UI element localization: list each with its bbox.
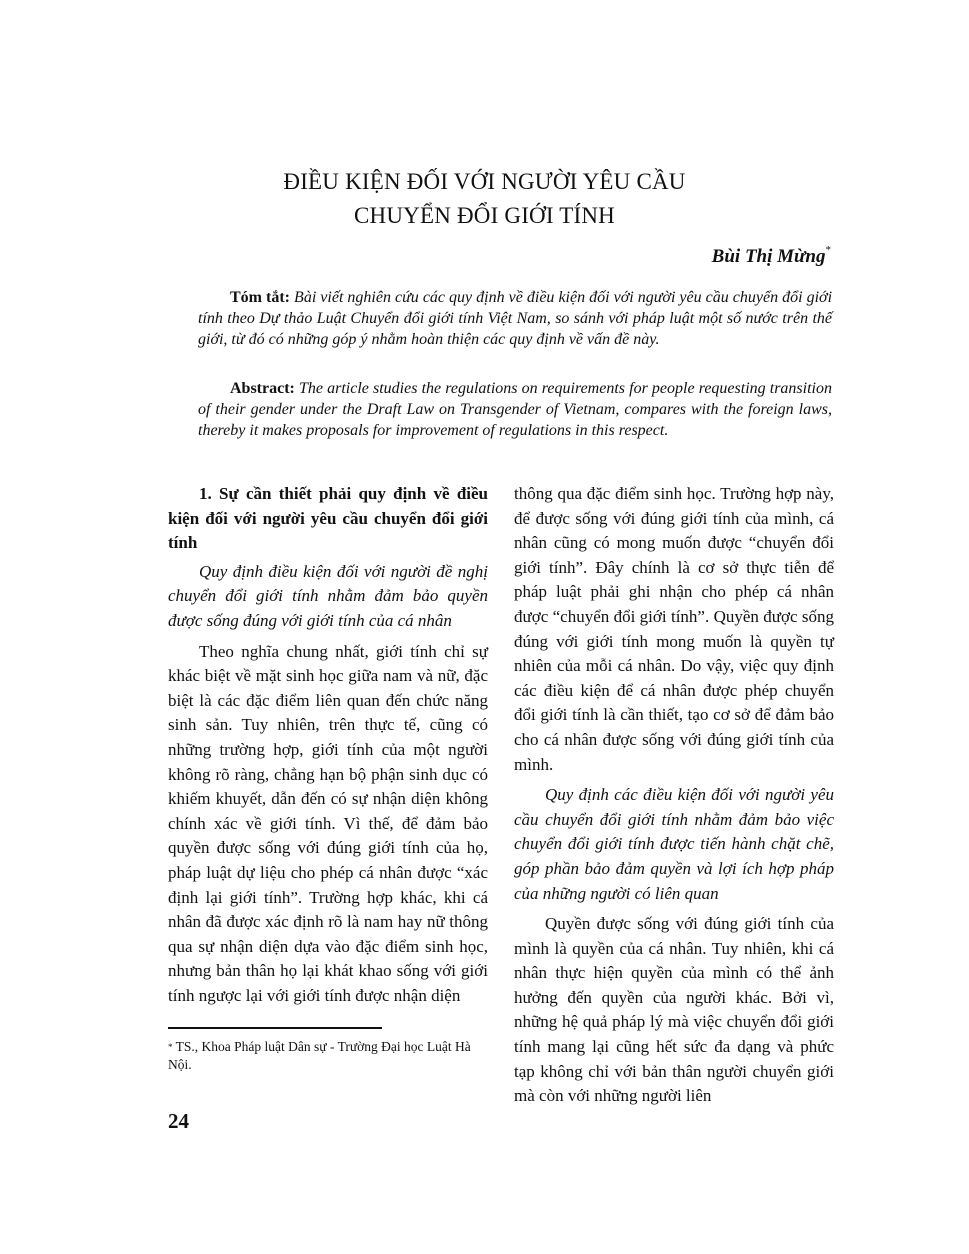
abstract-en-text: The article studies the regulations on requirements for people requesting transition of their gender under the Draft Law on Transgender of Vietnam, compares with the foreign laws, thereby it makes proposals for improvement of regulations in this respect. bbox=[198, 380, 832, 439]
right-paragraph-1: thông qua đặc điểm sinh học. Trường hợp này, để được sống với đúng giới tính của mình, cá nhân cũng có mong muốn được “chuyển đổi giới tính”. Đây chính là cơ sở thực tiễn để pháp luật phải ghi nhận cho phép cá nhân được “chuyển đổi giới tính”. Quyền được sống đúng với giới tính mong muốn là quyền tự nhiên của mỗi cá nhân. Do vậy, việc quy định các điều kiện để cá nhân được phép chuyển đổi giới tính là cần thiết, tạo cơ sở để đảm bảo cho cá nhân được sống với đúng giới tính của mình. bbox=[514, 484, 834, 774]
abstract-vi-label: Tóm tắt: bbox=[230, 289, 291, 306]
left-paragraph: Theo nghĩa chung nhất, giới tính chỉ sự khác biệt về mặt sinh học giữa nam và nữ, đặc biệt là các đặc điểm liên quan đến chức năng sinh sản. Tuy nhiên, trên thực tế, cũng có những trường hợp, giới tính của một người không rõ ràng, chẳng hạn bộ phận sinh dục có khiếm khuyết, dẫn đến có sự nhận diện không chính xác về giới tính. Vì thế, để đảm bảo quyền được sống với đúng giới tính của họ, pháp luật dự liệu cho phép cá nhân được “xác định lại giới tính”. Trường hợp khác, khi cá nhân đã được xác định rõ là nam hay nữ thông qua sự nhận diện dựa vào đặc điểm sinh học, nhưng bản thân họ lại khát khao sống với giới tính ngược lại với giới tính được nhận diện bbox=[168, 641, 488, 1005]
article-title bbox=[150, 165, 819, 233]
abstract-vietnamese bbox=[198, 287, 832, 350]
author-name bbox=[712, 246, 831, 268]
right-paragraph-2: Quyền được sống với đúng giới tính của mình là quyền của cá nhân. Tuy nhiên, khi cá nhân thực hiện quyền của mình có thể ảnh hưởng đến quyền của người khác. Bởi vì, những hệ quả pháp lý mà việc chuyển đổi giới tính mang lại cũng hết sức đa dạng và phức tạp không chỉ với bản thân người chuyển giới mà còn với những người liên bbox=[514, 914, 834, 1106]
title-line-1: ĐIỀU KIỆN ĐỐI VỚI NGƯỜI YÊU CẦU bbox=[283, 169, 686, 194]
author-footnote-mark: * bbox=[825, 244, 831, 256]
left-column bbox=[168, 482, 488, 1014]
left-subheading: Quy định điều kiện đối với người đề nghị chuyển đổi giới tính nhằm đảm bảo quyền được sống đúng với giới tính của cá nhân bbox=[168, 561, 488, 630]
footnote-divider bbox=[168, 1027, 382, 1029]
right-column bbox=[514, 482, 834, 1115]
abstract-english bbox=[198, 378, 832, 441]
abstract-vi-text: Bài viết nghiên cứu các quy định về điều kiện đối với người yêu cầu chuyển đổi giới tính theo Dự thảo Luật Chuyển đổi giới tính Việt Nam, so sánh với pháp luật một số nước trên thế giới, từ đó có những góp ý nhằm hoàn thiện các quy định về vấn đề này. bbox=[198, 289, 833, 348]
author-text: Bùi Thị Mừng bbox=[711, 246, 826, 267]
section-heading: 1. Sự cần thiết phải quy định về điều kiện đối với người yêu cầu chuyển đổi giới tính bbox=[168, 484, 488, 553]
footnote bbox=[168, 1038, 488, 1074]
footnote-text: TS., Khoa Pháp luật Dân sự - Trường Đại học Luật Hà Nội. bbox=[168, 1039, 471, 1072]
title-line-2: CHUYỂN ĐỔI GIỚI TÍNH bbox=[353, 203, 615, 228]
right-subheading: Quy định các điều kiện đối với người yêu cầu chuyển đổi giới tính nhằm đảm bảo việc chuyển đổi giới tính được tiến hành chặt chẽ, góp phần bảo đảm quyền và lợi ích hợp pháp của những người có liên quan bbox=[514, 785, 834, 903]
abstract-en-label: Abstract: bbox=[230, 380, 295, 397]
footnote-mark: * bbox=[168, 1042, 173, 1052]
page-number: 24 bbox=[168, 1109, 189, 1133]
